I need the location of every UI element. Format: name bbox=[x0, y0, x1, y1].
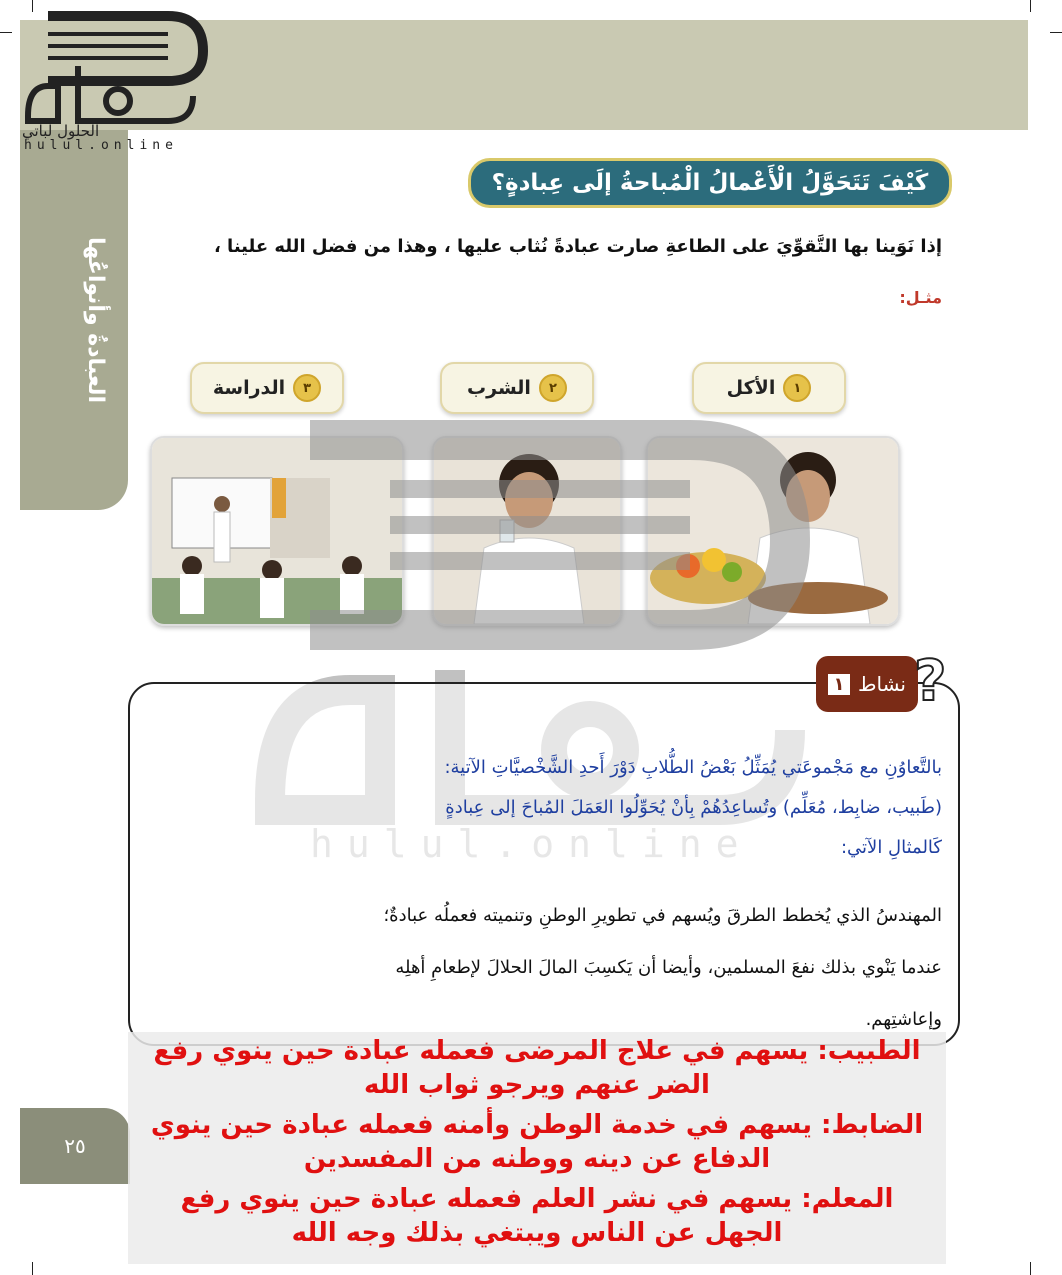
activity-number: ١ bbox=[828, 674, 850, 695]
crop-mark bbox=[0, 32, 12, 33]
pill-number: ٢ bbox=[539, 374, 567, 402]
instruction-line: بالتَّعاوُنِ مع مَجْموعَتي يُمَثِّلُ بَعْضُ الطُّلابِ دَوْرَ أَحدِ الشَّخْصيَّاتِ الآتية: bbox=[444, 757, 942, 778]
crop-mark bbox=[1050, 32, 1062, 33]
crop-mark bbox=[32, 1262, 33, 1275]
example-pill-drinking bbox=[440, 362, 594, 414]
activity-instructions bbox=[202, 748, 942, 868]
example-pill-studying bbox=[190, 362, 344, 414]
answer-line: المعلم: يسهم في نشر العلم فعمله عبادة حين ينوي رفع الجهل عن الناس ويبتغي بذلك وجه الله bbox=[180, 1184, 894, 1248]
question-banner: كَيْفَ تَتَحَوَّلُ الْأَعْمالُ الْمُباحةُ إلَى عِبادةٍ؟ bbox=[468, 158, 952, 208]
pill-label: الدراسة bbox=[212, 377, 286, 399]
instruction-line: كَالمثالِ الآتي: bbox=[840, 837, 942, 858]
answer-overlay bbox=[128, 1032, 946, 1264]
logo-line1: الحلول لباتي bbox=[22, 122, 100, 140]
side-title: العبادةُ وأنواعُها bbox=[83, 236, 108, 404]
example-pill-eating bbox=[692, 362, 846, 414]
pill-label: الشرب bbox=[467, 377, 531, 399]
example-line: عندما يَنْوي بذلك نفعَ المسلمين، وأيضا أن يَكسِبَ المالَ الحلالَ لإطعامِ أهلِه bbox=[395, 957, 942, 978]
pill-number: ١ bbox=[783, 374, 811, 402]
pill-number: ٣ bbox=[293, 374, 321, 402]
instruction-line: (طَبيب، ضابِط، مُعَلِّم) وتُساعِدُهُمْ بِأنْ يُحَوِّلُوا العَمَلَ المُباحَ إلى عِبادةٍ bbox=[445, 797, 942, 818]
crop-mark bbox=[1030, 0, 1031, 12]
pill-label: الأكل bbox=[726, 377, 776, 399]
answer-line: الضابط: يسهم في خدمة الوطن وأمنه فعمله عبادة حين ينوي الدفاع عن دينه ووطنه من المفسدين bbox=[150, 1110, 924, 1174]
question-mark-icon: ? bbox=[914, 649, 947, 714]
activity-tag bbox=[816, 656, 918, 712]
example-line: المهندسُ الذي يُخطط الطرقَ ويُسهم في تطويرِ الوطنِ وتنميته فعملُه عبادةٌ؛ bbox=[383, 905, 942, 926]
intro-text: إذا نَوَينا بها التَّقوِّيَ على الطاعةِ صارت عبادةً نُثاب عليها ، وهذا من فضل الله علينا ، bbox=[213, 236, 942, 257]
logo-line2: hulul.online bbox=[24, 138, 178, 153]
activity-label: نشاط bbox=[858, 672, 906, 696]
answer-line: الطبيب: يسهم في علاج المرضى فعمله عبادة حين ينوي رفع الضر عنهم ويرجو ثواب الله bbox=[153, 1036, 921, 1100]
crop-mark bbox=[1030, 1262, 1031, 1275]
example-line: وإعاشتِهم. bbox=[865, 1009, 942, 1030]
example-label: مثـل: bbox=[899, 288, 942, 307]
activity-example bbox=[202, 890, 942, 1046]
page-number: ٢٥ bbox=[20, 1108, 130, 1184]
